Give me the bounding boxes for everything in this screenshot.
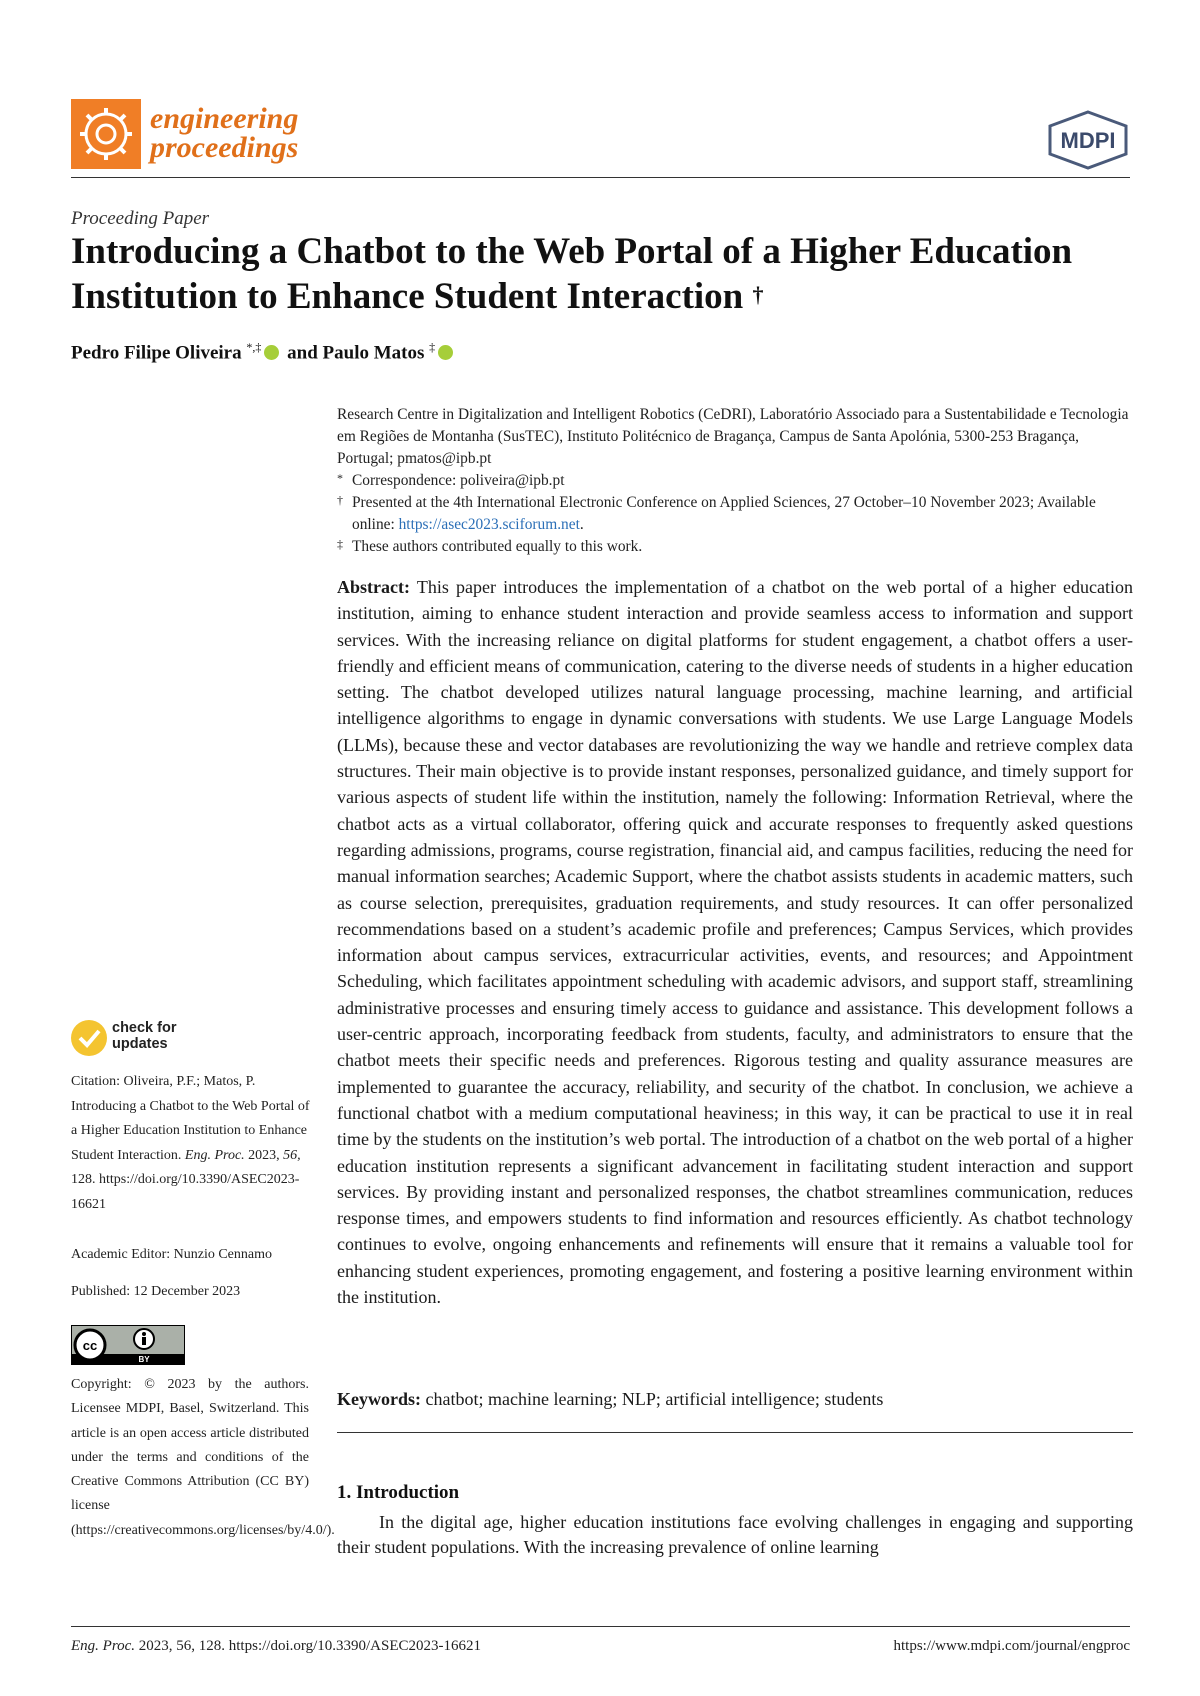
check-for-updates-button[interactable] xyxy=(112,1020,176,1052)
orcid-icon[interactable] xyxy=(438,345,453,360)
paper-title-text: Introducing a Chatbot to the Web Portal of a Higher Education Institution to Enhance Student Interaction xyxy=(71,231,1073,317)
section-heading-introduction: 1. Introduction xyxy=(337,1482,460,1503)
abstract-label: Abstract: xyxy=(337,577,410,597)
check-line1: check for xyxy=(112,1020,177,1036)
abstract-text: This paper introduces the implementation of a chatbot on the web portal of a higher education institution, aiming to enhance student interaction and provide seamless access to information and support services. With the increasing reliance on digital platforms for student engagement, a chatbot offers a user-friendly and efficient means of communication, catering to the diverse needs of students in a higher education setting. The chatbot developed utilizes natural language processing, machine learning, and artificial intelligence algorithms to engage in dynamic conversations with students. We use Large Language Models (LLMs), because these and vector databases are revolutionizing the way we handle and retrieve complex data structures. Their main objective is to provide instant responses, personalized guidance, and timely support for various aspects of student life within the institution, namely the following: Information Retrieval, where the chatbot acts as a virtual collaborator, offering quick and accurate responses to frequently asked questions regarding admissions, programs, course registration, financial aid, and campus facilities, reducing the need for manual information searches; Academic Support, where the chatbot assists students in academic matters, such as course selection, prerequisites, graduation requirements, and study resources. It can offer personalized recommendations based on a student’s academic profile and preferences; Campus Services, which provides information about campus services, extracurricular activities, events, and resources; and Appointment Scheduling, which facilitates appointment scheduling with academic advisors, and support staff, streamlining administrative processes and ensuring timely access to guidance and assistance. This development follows a user-centric approach, incorporating feedback from students, faculty, and administrators to ensure that the chatbot meets their specific needs and preferences. Rigorous testing and quality assurance measures are implemented to guarantee the accuracy, reliability, and security of the chatbot. In conclusion, we achieve a functional chatbot with a medium computational heaviness; in this way, it can be practical to use it in real time by the students on the institution’s web portal. The introduction of a chatbot on the web portal of a higher education institution represents a significant advancement in facilitating student interaction and support services. By providing instant and personalized responses, the chatbot streamlines communication, reduces response times, and empowers students to find information and resources efficiently. As chatbot technology continues to evolve, ongoing enhancements and refinements will ensure that it remains a valuable tool for enhancing student experiences, promoting engagement, and fostering a positive learning environment within the institution. xyxy=(337,577,1133,1308)
correspondence-note xyxy=(337,470,1137,492)
citation-year: 2023, xyxy=(248,1147,280,1163)
citation-label: Citation: xyxy=(71,1074,120,1089)
citation-volume: 56, xyxy=(283,1147,301,1163)
author-1-marks: *,‡ xyxy=(246,340,262,354)
footer-journal-abbrev: Eng. Proc. xyxy=(71,1638,136,1654)
keywords-text: chatbot; machine learning; NLP; artificial intelligence; students xyxy=(425,1389,884,1409)
presented-note: † Presented at the 4th International Electronic Conference on Applied Sciences, 27 October–10 November 2023; Available online: https://asec2023.sciforum.net. xyxy=(337,492,1137,536)
journal-name xyxy=(150,104,370,162)
citation-journal: Eng. Proc. xyxy=(184,1147,245,1163)
correspondence-text: Correspondence: poliveira@ipb.pt xyxy=(352,472,565,489)
footer-citation-text[interactable]: 2023, 56, 128. https://doi.org/10.3390/ASEC2023-16621 xyxy=(138,1638,482,1654)
presented-mark: † xyxy=(337,493,343,507)
citation-block xyxy=(71,1070,311,1218)
svg-text:cc: cc xyxy=(82,1338,98,1353)
affiliation-block xyxy=(337,404,1137,558)
publisher-name: MDPI xyxy=(1060,128,1116,153)
keywords xyxy=(337,1386,1133,1412)
orcid-icon[interactable] xyxy=(264,345,279,360)
header-divider xyxy=(71,177,1130,178)
author-conjunction: and xyxy=(287,342,318,364)
citation-text: Oliveira, P.F.; Matos, P. Introducing a Chatbot to the Web Portal of a Higher Education Institution to Enhance Student Interaction. xyxy=(71,1074,310,1163)
journal-name-line2: proceedings xyxy=(150,131,299,164)
author-2-marks: ‡ xyxy=(429,340,436,354)
paper-type: Proceeding Paper xyxy=(71,208,210,229)
introduction-text: In the digital age, higher education institutions face evolving challenges in engaging and supporting their student populations. With the increasing prevalence of online learning xyxy=(337,1512,1133,1557)
journal-name-line1: engineering xyxy=(150,102,299,135)
equal-contribution-note xyxy=(337,536,1137,558)
citation-doi[interactable]: 128. https://doi.org/10.3390/ASEC2023-16621 xyxy=(71,1172,300,1212)
paper-title xyxy=(71,229,1131,319)
equal-contribution-mark: ‡ xyxy=(337,537,343,551)
abstract xyxy=(337,574,1133,1310)
check-line2: updates xyxy=(112,1036,168,1052)
conference-link[interactable]: https://asec2023.sciforum.net xyxy=(398,516,580,533)
author-list xyxy=(71,340,456,364)
journal-logo-icon xyxy=(71,99,141,169)
keywords-label: Keywords: xyxy=(337,1389,421,1409)
presented-text: Presented at the 4th International Electronic Conference on Applied Sciences, 27 October–10 November 2023; Available online: xyxy=(352,494,1096,533)
footer-divider xyxy=(71,1626,1130,1627)
academic-editor: Academic Editor: Nunzio Cennamo xyxy=(71,1247,272,1262)
footer-journal-url[interactable]: https://www.mdpi.com/journal/engproc xyxy=(893,1638,1130,1654)
section-divider xyxy=(337,1432,1133,1433)
check-for-updates-icon[interactable] xyxy=(71,1020,107,1056)
published-date: Published: 12 December 2023 xyxy=(71,1284,241,1299)
footer-citation xyxy=(71,1638,481,1655)
author-1[interactable]: Pedro Filipe Oliveira xyxy=(71,342,242,364)
affiliation-text: Research Centre in Digitalization and Intelligent Robotics (CeDRI), Laboratório Associado para a Sustentabilidade e Tecnologia em Regiões de Montanha (SusTEC), Instituto Politécnico de Bragança, Campus de Santa Apolónia, 5300-253 Bragança, Portugal; pmatos@ipb.pt xyxy=(337,406,1129,467)
equal-contribution-text: These authors contributed equally to this work. xyxy=(352,538,643,555)
author-2[interactable]: Paulo Matos xyxy=(322,342,425,364)
cc-by-label: BY xyxy=(138,1355,150,1364)
cc-by-license-icon[interactable] xyxy=(71,1325,185,1365)
copyright-notice: Copyright: © 2023 by the authors. Licensee MDPI, Basel, Switzerland. This article is an open access article distributed under the terms and conditions of the Creative Commons Attribution (CC BY) license (https://creativecommons.org/licenses/by/4.0/). xyxy=(71,1377,335,1538)
correspondence-mark: * xyxy=(337,471,343,485)
mdpi-logo[interactable] xyxy=(1046,110,1130,170)
title-footnote-mark: † xyxy=(752,282,764,307)
